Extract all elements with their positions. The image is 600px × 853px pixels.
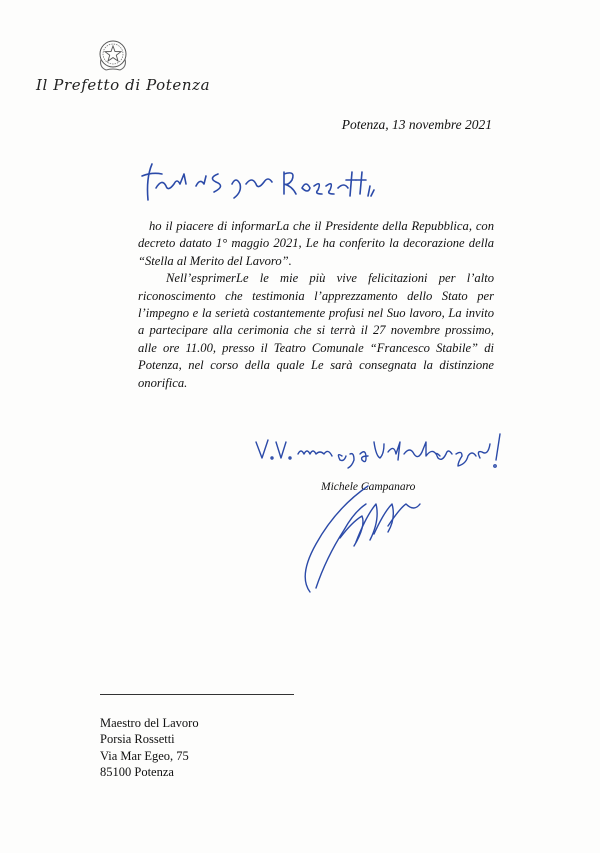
letter-body [138, 218, 494, 392]
recipient-address [100, 715, 199, 780]
handwritten-closing [250, 428, 530, 472]
italian-republic-emblem-icon [96, 37, 130, 73]
letter-date: Potenza, 13 novembre 2021 [341, 117, 492, 132]
letter-paragraph: ho il piacere di informarLa che il Presidente della Repubblica, con decreto datato 1° maggio 2021, Le ha conferito la decorazione della “Stella al Merito del Lavoro”. [138, 219, 494, 268]
divider-line [100, 694, 294, 695]
header-title: Il Prefetto di Potenza [36, 76, 211, 94]
signer-name: Michele Campanaro [321, 481, 416, 493]
recipient-line: Maestro del Lavoro [100, 716, 199, 730]
recipient-line: 85100 Potenza [100, 764, 174, 779]
letter-paragraph: Nell’esprimerLe le mie più vive felicitazioni per l’alto riconoscimento che testimonia l’apprezzamento dello Stato per l’impegno e la serietà costantemente profusi nel Suo lavoro, La invito a partecipare alla cerimonia che si terrà il 27 novembre prossimo, alle ore 11.00, presso il Teatro Comunale “Francesco Stabile” di Potenza, nel corso della quale Le sarà consegnata la distinzione onorifica. [138, 271, 494, 390]
handwritten-signature [296, 476, 426, 596]
recipient-line: Via Mar Egeo, 75 [100, 748, 189, 763]
handwritten-salutation [138, 160, 388, 204]
recipient-line: Porsia Rossetti [100, 732, 175, 747]
